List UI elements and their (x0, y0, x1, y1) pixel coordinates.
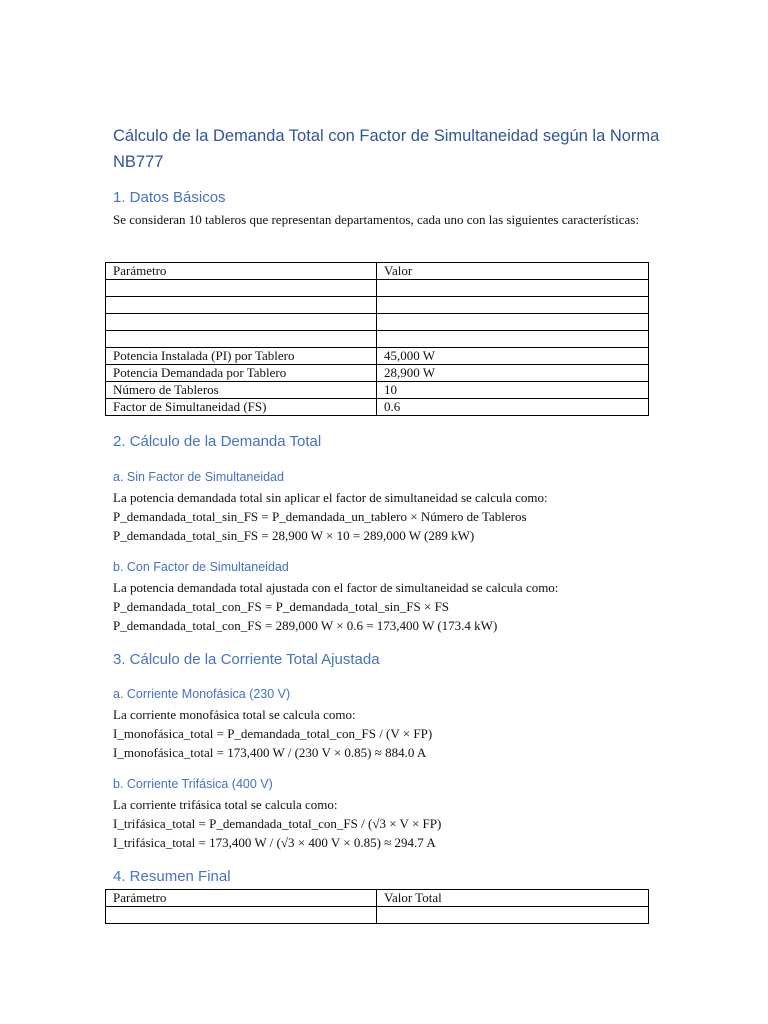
formula-line: P_demandada_total_sin_FS = 28,900 W × 10 = 289,000 W (289 kW) (113, 528, 475, 543)
formula-line: La potencia demandada total ajustada con el factor de simultaneidad se calcula como: (113, 580, 559, 595)
formula-line: P_demandada_total_con_FS = 289,000 W × 0.6 = 173,400 W (173.4 kW) (113, 618, 498, 633)
table-cell: Potencia Demandada por Tablero (106, 365, 377, 382)
table-cell (106, 314, 377, 331)
table-row (106, 399, 649, 416)
table-cell (106, 907, 377, 924)
table-cell (106, 297, 377, 314)
table-row (106, 314, 649, 331)
table-row (106, 297, 649, 314)
table-header-row (106, 890, 649, 907)
table-cell (377, 331, 649, 348)
section-3-heading: 3. Cálculo de la Corriente Total Ajustada (113, 651, 380, 668)
table-header-cell: Valor (377, 263, 649, 280)
section-3b-heading: b. Corriente Trifásica (400 V) (113, 777, 273, 791)
section-1-intro: Se consideran 10 tableros que representan departamentos, cada uno con las siguientes características: (113, 212, 639, 227)
table-row (106, 331, 649, 348)
table-row (106, 382, 649, 399)
table-cell (106, 280, 377, 297)
table-header-cell: Valor Total (377, 890, 649, 907)
section-2b-heading: b. Con Factor de Simultaneidad (113, 560, 289, 574)
table-row (106, 907, 649, 924)
formula-line: I_monofásica_total = P_demandada_total_con_FS / (V × FP) (113, 726, 433, 741)
table-cell: 28,900 W (377, 365, 649, 382)
table-cell: 10 (377, 382, 649, 399)
formula-line: La corriente trifásica total se calcula como: (113, 797, 338, 812)
table-cell (377, 280, 649, 297)
formula-line: I_monofásica_total = 173,400 W / (230 V × 0.85) ≈ 884.0 A (113, 745, 427, 760)
section-4-heading: 4. Resumen Final (113, 868, 231, 885)
table-cell (106, 331, 377, 348)
table-header-cell: Parámetro (106, 263, 377, 280)
section-1-heading: 1. Datos Básicos (113, 189, 226, 206)
section-2a-heading: a. Sin Factor de Simultaneidad (113, 470, 284, 484)
table-row (106, 280, 649, 297)
table-row (106, 348, 649, 365)
table-cell (377, 907, 649, 924)
formula-line: La corriente monofásica total se calcula como: (113, 707, 356, 722)
table-row (106, 365, 649, 382)
table-cell (377, 297, 649, 314)
formula-line: P_demandada_total_con_FS = P_demandada_total_sin_FS × FS (113, 599, 450, 614)
table-header-row (106, 263, 649, 280)
formula-line: I_trifásica_total = 173,400 W / (√3 × 400 V × 0.85) ≈ 294.7 A (113, 835, 436, 850)
table-cell: Factor de Simultaneidad (FS) (106, 399, 377, 416)
table-cell: 0.6 (377, 399, 649, 416)
formula-line: P_demandada_total_sin_FS = P_demandada_un_tablero × Número de Tableros (113, 509, 527, 524)
formula-line: I_trifásica_total = P_demandada_total_con_FS / (√3 × V × FP) (113, 816, 442, 831)
table-cell: 45,000 W (377, 348, 649, 365)
section-2-heading: 2. Cálculo de la Demanda Total (113, 433, 322, 450)
table-cell: Número de Tableros (106, 382, 377, 399)
table-cell: Potencia Instalada (PI) por Tablero (106, 348, 377, 365)
table-cell (377, 314, 649, 331)
table-header-cell: Parámetro (106, 890, 377, 907)
formula-line: La potencia demandada total sin aplicar el factor de simultaneidad se calcula como: (113, 490, 548, 505)
document-title: Cálculo de la Demanda Total con Factor de Simultaneidad según la Norma NB777 (113, 127, 660, 171)
section-3a-heading: a. Corriente Monofásica (230 V) (113, 687, 291, 701)
basic-data-table (105, 262, 649, 416)
summary-table (105, 889, 649, 924)
